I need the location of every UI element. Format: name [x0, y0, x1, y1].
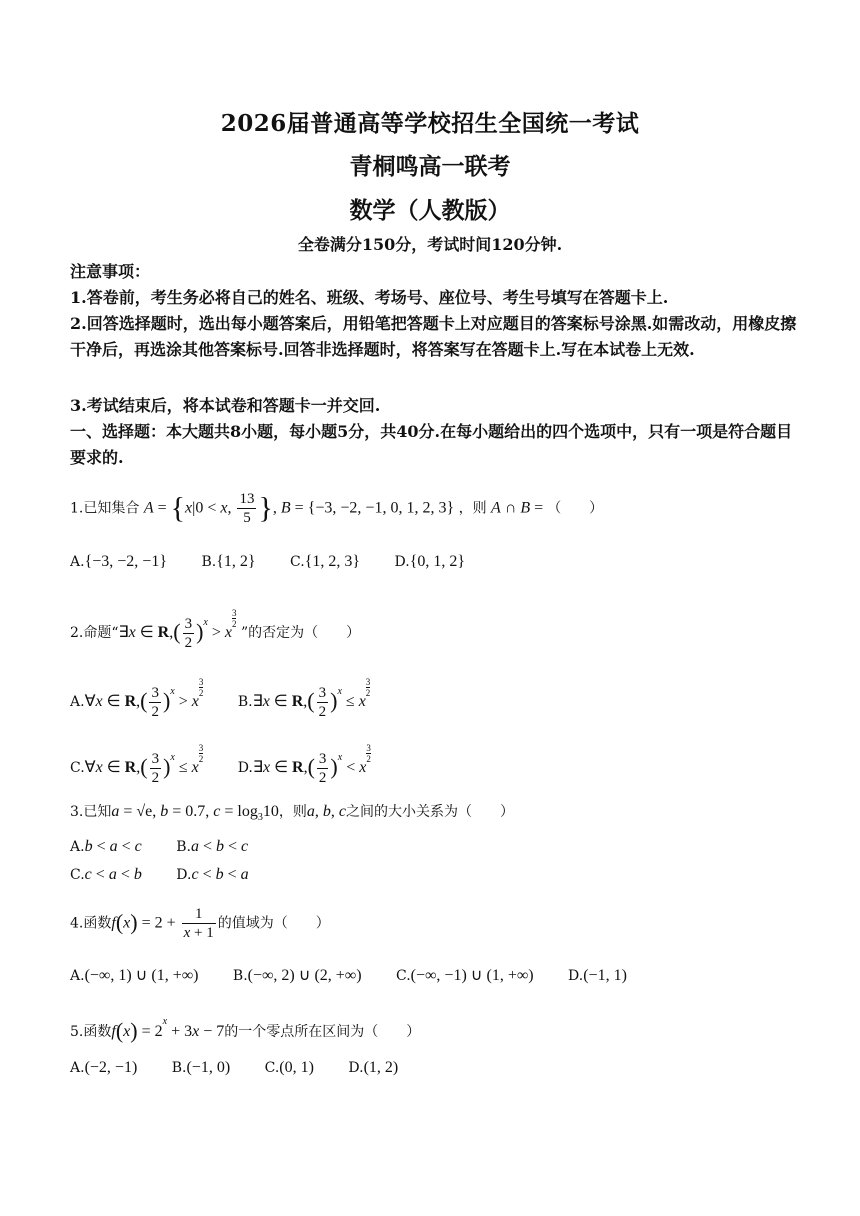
q4-option-b[interactable]: B.(−∞, 2) ∪ (2, +∞) — [232, 967, 362, 984]
q2-option-d[interactable]: D.∃x ∈ R,( $\frac{3}{2}$ )$^x$ < x $\frac{3}{2}$ — [237, 743, 371, 786]
q1-option-b[interactable]: B.{1, 2} — [201, 553, 256, 570]
exam-subject: 数学（人教版） — [349, 197, 511, 224]
q2-suffix: ”的否定为（ ） — [240, 625, 361, 641]
q1-option-d[interactable]: D.{0, 1, 2} — [394, 553, 466, 570]
q2-prefix: 2.命题“ — [70, 625, 119, 641]
question-1: 1.已知集合 A = {x|0 < x, $\frac{13}{5}$ }, B = {−3, −2, −1, 0, 1, 2, 3} ，则 A ∩ B = （ ） — [70, 491, 604, 526]
notice-item-1: 1.答卷前，考生务必将自己的姓名、班级、考场号、座位号、考生号填写在答题卡上. — [70, 288, 669, 307]
exam-subtitle: 青桐鸣高一联考 — [349, 153, 511, 180]
notice-heading: 注意事项： — [70, 262, 151, 281]
q4-prefix: 4.函数 — [70, 915, 112, 932]
q5-option-b[interactable]: B.(−1, 0) — [171, 1059, 231, 1076]
q3-option-d[interactable]: D.c < b < a — [176, 866, 249, 883]
q5-option-d[interactable]: D.(1, 2) — [348, 1059, 399, 1076]
q2-option-b[interactable]: B.∃x ∈ R,( $\frac{3}{2}$ )$^x$ ≤ x $\frac{3}{2}$ — [237, 677, 371, 720]
q4-option-d[interactable]: D.(−1, 1) — [568, 967, 627, 984]
question-5: 5.函数$f(x) = 2^x + 3x - 7$的一个零点所在区间为（ ） — [70, 1016, 421, 1043]
q5-options — [70, 1058, 398, 1078]
q1-suffix: ，则 — [458, 500, 487, 517]
exam-title: 2026届普通高等学校招生全国统一考试 — [220, 110, 640, 137]
notice-item-3: 3.考试结束后，将本试卷和答题卡一并交回. — [70, 396, 381, 415]
q4-option-c[interactable]: C.(−∞, −1) ∪ (1, +∞) — [396, 967, 534, 984]
q1-prefix: 1.已知集合 — [70, 500, 140, 517]
q5-option-c[interactable]: C.(0, 1) — [264, 1059, 314, 1076]
q4-option-a[interactable]: A.(−∞, 1) ∪ (1, +∞) — [70, 967, 199, 984]
q3-suffix: 之间的大小关系为（ ） — [345, 804, 514, 820]
score-note: 全卷满分150分，考试时间120分钟. — [297, 235, 563, 254]
q1-option-a[interactable]: A.{−3, −2, −1} — [70, 553, 167, 570]
q5-suffix: 的一个零点所在区间为（ ） — [224, 1024, 421, 1040]
q4-suffix: 的值域为（ ） — [217, 915, 330, 932]
q1-option-c[interactable]: C.{1, 2, 3} — [290, 553, 361, 570]
q1-options — [70, 552, 465, 572]
notice-item-2: 2.回答选择题时，选出每小题答案后，用铅笔把答题卡上对应题目的答案标号涂黑.如需改动，用橡皮擦干净后，再选涂其他答案标号.回答非选择题时，将答案写在答题卡上.写在本试卷上无效. — [70, 314, 797, 359]
q2-options-cd — [70, 743, 371, 787]
q2-option-c[interactable]: C.∀x ∈ R,( $\frac{3}{2}$ )$^x$ ≤ x $\frac{3}{2}$ — [70, 743, 204, 786]
q3-mid: ，则 — [278, 804, 307, 820]
q3-option-c[interactable]: C.c < a < b — [70, 866, 142, 883]
q3-options-ab — [70, 837, 248, 857]
question-2: 2.命题“∃x ∈ R,( $\frac{3}{2}$ )$^x$ > x $\frac{3}{2}$ ”的否定为（ ） — [70, 608, 361, 651]
question-4: 4.函数f(x) = 2 + $\frac{1}{x + 1}$ 的值域为（ ） — [70, 906, 330, 941]
section-heading: 一、选择题：本大题共8小题，每小题5分，共40分.在每小题给出的四个选项中，只有一项是符合题目要求的. — [70, 422, 793, 467]
q3-options-cd — [70, 865, 249, 885]
q5-prefix: 5.函数 — [70, 1024, 112, 1040]
q5-option-a[interactable]: A.(−2, −1) — [70, 1059, 138, 1076]
q2-option-a[interactable]: A.∀x ∈ R,( $\frac{3}{2}$ )$^x$ > x $\frac{3}{2}$ — [70, 677, 204, 720]
q2-options-ab — [70, 677, 370, 721]
q4-options — [70, 966, 627, 986]
q3-option-a[interactable]: A.b < a < c — [70, 838, 142, 855]
q3-prefix: 3.已知 — [70, 804, 112, 820]
q1-tail: （ ） — [547, 500, 604, 517]
question-3: 3.已知a = √e, b = 0.7, $c = \log_310$，则a, b, c之间的大小关系为（ ） — [70, 803, 514, 824]
q3-option-b[interactable]: B.a < b < c — [176, 838, 249, 855]
